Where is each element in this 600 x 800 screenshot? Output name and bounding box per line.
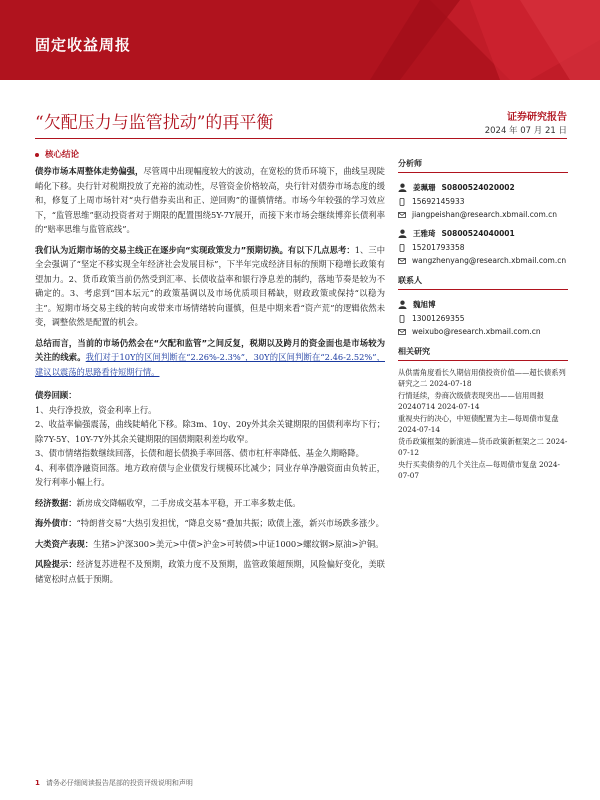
header-banner <box>0 0 600 80</box>
person-icon <box>398 229 407 238</box>
analyst-email[interactable]: wangzhenyang@research.xbmail.com.cn <box>412 256 567 265</box>
summary-lead: 总结而言，当前的市场仍然会在“欠配和监管”之间反复，税期以及跨月的资金面也是市场较为关注的线索。 <box>35 337 385 362</box>
person-icon <box>398 300 407 309</box>
overview-text: 尽管周中出现幅度较大的波动，在宽松的货币环境下，曲线呈现陡峭化下移。央行针对税期投放了充裕的流动性，尽管资金价格较高，央行针对债券市场态度的缓和，修复了上周市场针对“央行借券卖出和正、逆回购”的谨慎情绪。市场今年较强的学习效应下，“监管思维”驱动投资者对于期限的配置围绕5Y-7Y展开，而接下来市场会继续博弈长债利率的“赔率思维与监管底线”。 <box>35 166 385 234</box>
related-research-list <box>398 367 568 481</box>
banner-decoration <box>360 0 600 80</box>
related-heading: 相关研究 <box>398 346 568 361</box>
analyst-cert: S0800524040001 <box>441 228 515 238</box>
risk-label: 风险提示： <box>35 559 77 569</box>
report-date: 2024 年 07 月 21 日 <box>484 126 567 136</box>
paragraph-overview <box>35 164 385 237</box>
related-item[interactable]: 行情延续，券商次级债表现突出——信用周报 20240714 2024-07-14 <box>398 391 544 411</box>
related-item[interactable]: 从供需角度看长久期信用债投资价值——超长债系列研究之二 2024-07-18 <box>398 368 566 388</box>
econ-data <box>35 496 385 511</box>
review-section <box>35 388 385 490</box>
title-divider <box>35 138 567 139</box>
overseas-text: “特朗普交易”大热引发担忧，“降息交易”叠加共振；欧债上涨，新兴市场跌多涨少。 <box>76 518 384 528</box>
contact-heading: 联系人 <box>398 275 568 290</box>
email-icon <box>398 211 406 219</box>
paragraph-thinking <box>35 243 385 330</box>
analyst-card <box>398 225 568 267</box>
section-label: 核心结论 <box>45 150 80 160</box>
assets-text: 生猪>沪深300>美元>中债>沪金>可转债>中证1000>螺纹钢>原油>沪铜。 <box>93 538 384 549</box>
analyst-name: 姜珮珊 <box>413 182 436 192</box>
analysts-heading: 分析师 <box>398 158 568 173</box>
email-icon <box>398 257 406 265</box>
related-item[interactable]: 货币政策框架的新演进—货币政策新框架之二 2024-07-12 <box>398 437 568 457</box>
overseas-label: 海外债市： <box>35 518 77 528</box>
page-number: 1 <box>35 779 40 787</box>
analyst-cert: S0800524020002 <box>441 182 515 192</box>
review-title: 债券回顾： <box>35 390 77 400</box>
review-item: 1、央行净投放，资金利率上行。 <box>35 404 157 415</box>
page-footer <box>35 778 193 788</box>
econ-text: 新房成交降幅收窄，二手房成交基本平稳，开工率多数走低。 <box>76 497 301 508</box>
asset-performance <box>35 537 385 552</box>
overseas-bonds <box>35 516 385 531</box>
analyst-phone: 15201793358 <box>412 243 465 252</box>
overview-lead: 债券市场本周整体走势偏强， <box>35 166 144 176</box>
analyst-phone: 15692145933 <box>412 197 465 206</box>
report-title: “欠配压力与监管扰动”的再平衡 <box>35 113 274 133</box>
contact-card <box>398 296 568 338</box>
contact-phone: 13001269355 <box>412 314 465 323</box>
assets-label: 大类资产表现： <box>35 538 94 549</box>
risk-text: 经济复苏进程不及预期，政策力度不及预期，监管政策超预期，风险偏好变化，美联储宽松时点低于预期。 <box>35 559 385 584</box>
section-heading <box>35 148 79 160</box>
review-item: 2、收益率偏强震荡，曲线陡峭化下移。除3m、10y、20y外其余关键期限的国债利率均下行；除7Y-5Y、10Y-7Y外其余关键期限的国债期限利差均收窄。 <box>35 419 385 444</box>
report-type: 证券研究报告 <box>507 112 567 123</box>
bullet-icon <box>35 153 39 157</box>
review-item: 3、债市情绪指数继续回落，长债和超长债换手率回落、债市杠杆率降低、基金久期略降。 <box>35 448 364 458</box>
review-item: 4、利率债净融资回落。地方政府债与企业债发行规模环比减少；同业存单净融资面由负转正，发行利率小幅上行。 <box>35 462 385 487</box>
analyst-name: 王雅琦 <box>413 228 436 238</box>
main-content <box>35 164 385 592</box>
phone-icon <box>398 315 406 323</box>
phone-icon <box>398 244 406 252</box>
phone-icon <box>398 198 406 206</box>
related-item[interactable]: 央行买卖债券的几个关注点—每周债市复盘 2024-07-07 <box>398 460 560 480</box>
related-item[interactable]: 重视央行的决心，中短债配置为主—每周债市复盘 2024-07-14 <box>398 414 559 434</box>
analyst-card <box>398 179 568 221</box>
paragraph-summary <box>35 336 385 380</box>
disclaimer-text: 请务必仔细阅读报告尾部的投资评级说明和声明 <box>45 779 193 787</box>
risk-warning <box>35 557 385 586</box>
section-title: 固定收益周报 <box>35 36 132 54</box>
analyst-email[interactable]: jiangpeishan@research.xbmail.com.cn <box>412 210 558 219</box>
econ-label: 经济数据： <box>35 497 77 508</box>
person-icon <box>398 183 407 192</box>
summary-range: 我们对于10Y的区间判断在“2.26%-2.3%”，30Y的区间判断在“2.46-2.52%”， <box>85 352 385 362</box>
contact-name: 魏旭博 <box>413 299 436 309</box>
email-icon <box>398 328 406 336</box>
thinking-text: 1、三中全会强调了“坚定不移实现全年经济社会发展目标”，下半年完成经济目标的预期下稳增长政策有望加力。2、货币政策当前仍然受到汇率、长债收益率和银行净息差的制约，落地节奏是较为不确定的。3、考虑到“国本坛元”的政策基调以及市场优质项目稀缺，财政政策或保持“以稳为主”。短期市场交易主线的转向或带来市场情绪转向谨慎，但是中期来看“资产荒”的逻辑依然未变，调整依然是配置的机会。 <box>35 244 385 327</box>
sidebar <box>398 158 568 482</box>
summary-advice: 建议以震荡的思路看待短期行情。 <box>35 366 160 377</box>
thinking-lead: 我们认为近期市场的交易主线正在逐步向“实现政策发力”预期切换。有以下几点思考： <box>35 244 355 255</box>
contact-email[interactable]: weixubo@research.xbmail.com.cn <box>412 327 541 336</box>
